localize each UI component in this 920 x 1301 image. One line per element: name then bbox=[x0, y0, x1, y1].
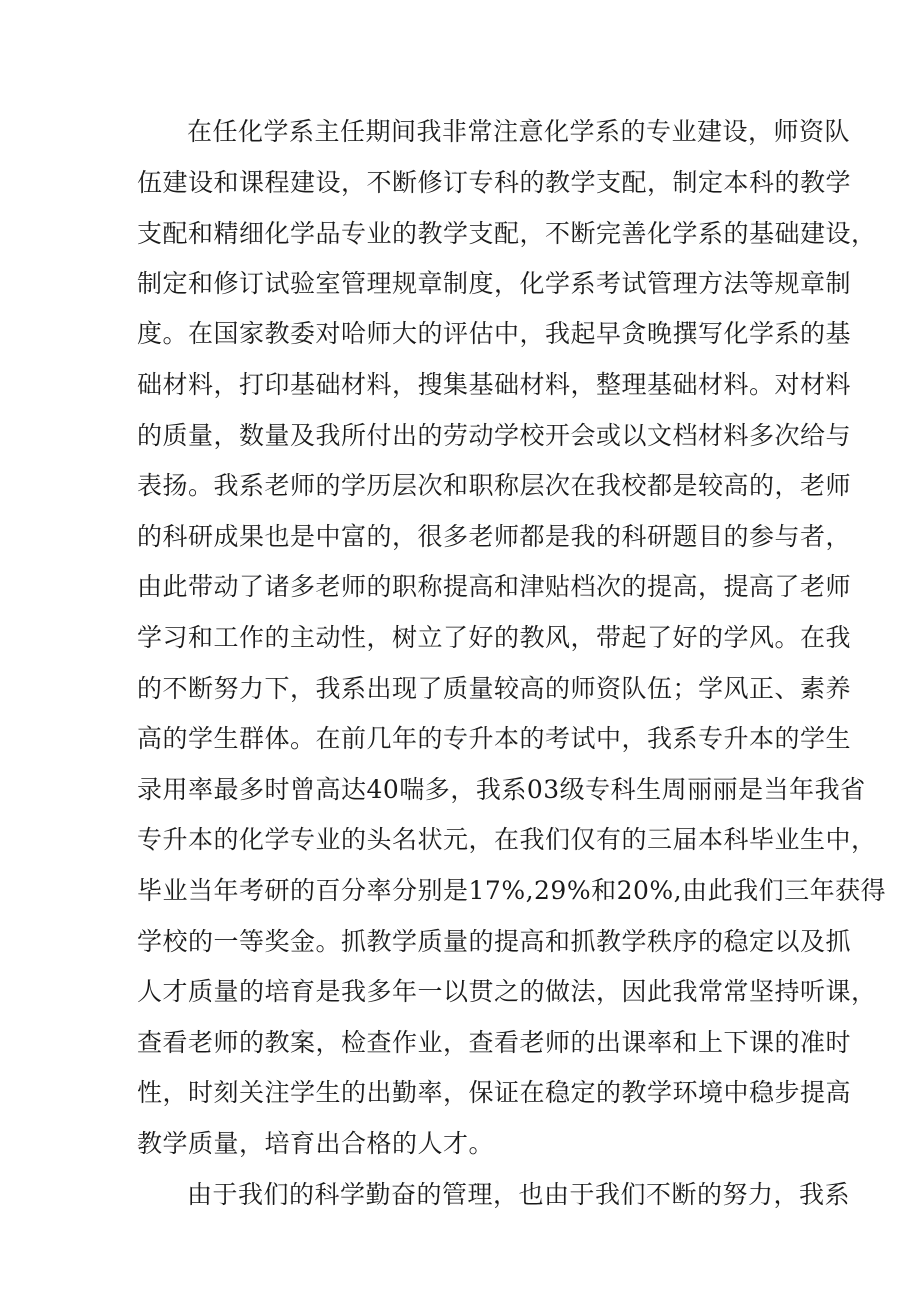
paragraph-1-line-14: 录用率最多时曾高达40喘多，我系03级专科生周丽丽是当年我省 bbox=[137, 775, 866, 804]
paragraph-1-line-8: 表扬。我系老师的学历层次和职称层次在我校都是较高的，老师 bbox=[137, 471, 852, 500]
paragraph-1-line-16: 毕业当年考研的百分率分别是17%,29%和20%,由此我们三年获得 bbox=[137, 876, 887, 905]
paragraph-1-line-3: 支配和精细化学品专业的教学支配，不断完善化学系的基础建设， bbox=[137, 219, 877, 248]
paragraph-1-line-17: 学校的一等奖金。抓教学质量的提高和抓教学秩序的稳定以及抓 bbox=[137, 927, 852, 956]
paragraph-1-line-2: 伍建设和课程建设，不断修订专科的教学支配，制定本科的教学 bbox=[137, 168, 852, 197]
paragraph-1-line-10: 由此带动了诸多老师的职称提高和津贴档次的提高，提高了老师 bbox=[137, 572, 852, 601]
paragraph-1-line-19: 查看老师的教案，检查作业，查看老师的出课率和上下课的准时 bbox=[137, 1028, 852, 1057]
paragraph-1-line-9: 的科研成果也是中富的，很多老师都是我的科研题目的参与者， bbox=[137, 522, 852, 551]
paragraph-1-line-5: 度。在国家教委对哈师大的评估中，我起早贪晚撰写化学系的基 bbox=[137, 319, 852, 348]
paragraph-1-line-18: 人才质量的培育是我多年一以贯之的做法，因此我常常坚持听课， bbox=[137, 977, 877, 1006]
paragraph-1-line-7: 的质量，数量及我所付出的劳动学校开会或以文档材料多次给与 bbox=[137, 421, 852, 450]
paragraph-1-line-6: 础材料，打印基础材料，搜集基础材料，整理基础材料。对材料 bbox=[137, 370, 852, 399]
paragraph-1-line-1: 在任化学系主任期间我非常注意化学系的专业建设，师资队 bbox=[187, 117, 851, 146]
paragraph-1-line-12: 的不断努力下，我系出现了质量较高的师资队伍；学风正、素养 bbox=[137, 674, 852, 703]
paragraph-1-line-4: 制定和修订试验室管理规章制度，化学系考试管理方法等规章制 bbox=[137, 269, 852, 298]
paragraph-1-line-21: 教学质量，培育出合格的人才。 bbox=[137, 1129, 495, 1158]
paragraph-2-line-1: 由于我们的科学勤奋的管理，也由于我们不断的努力，我系 bbox=[187, 1180, 851, 1209]
paragraph-1-line-11: 学习和工作的主动性，树立了好的教风，带起了好的学风。在我 bbox=[137, 623, 852, 652]
paragraph-1-line-20: 性，时刻关注学生的出勤率，保证在稳定的教学环境中稳步提高 bbox=[137, 1078, 852, 1107]
paragraph-1-line-13: 高的学生群体。在前几年的专升本的考试中，我系专升本的学生 bbox=[137, 724, 852, 753]
paragraph-1-line-15: 专升本的化学专业的头名状元，在我们仅有的三届本科毕业生中， bbox=[137, 825, 877, 854]
